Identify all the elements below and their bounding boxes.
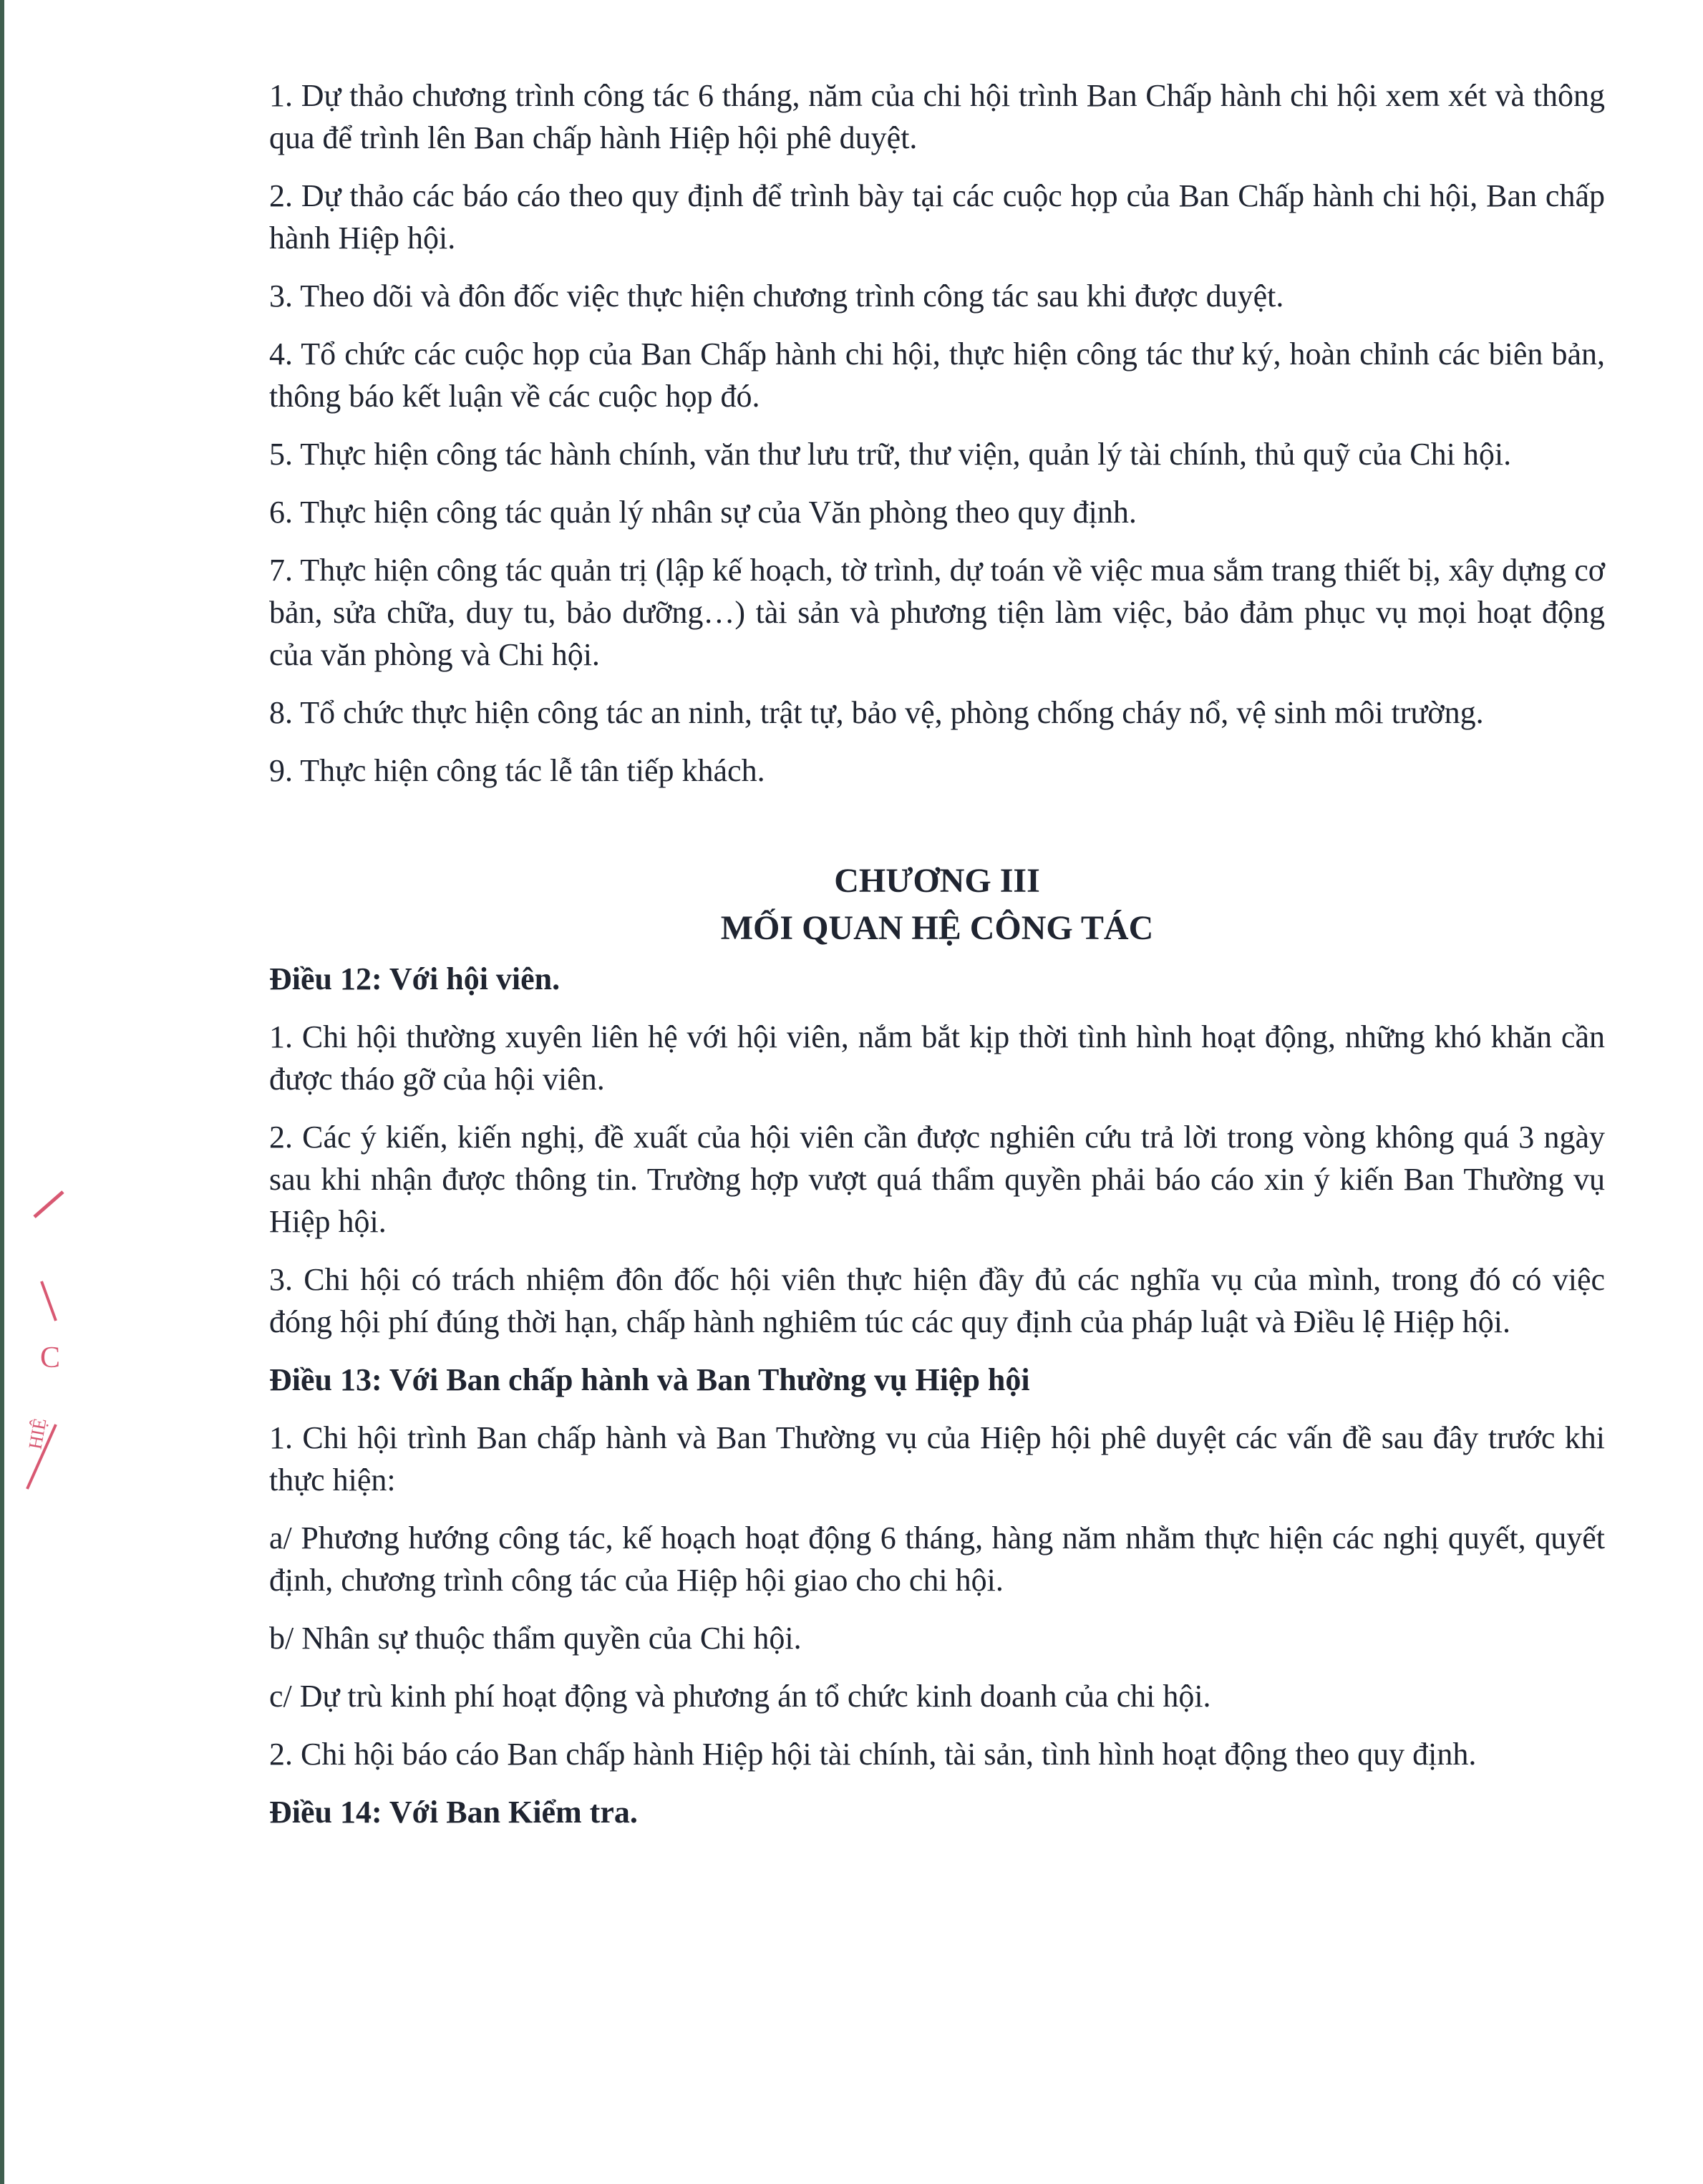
list-item: 1. Chi hội thường xuyên liên hệ với hội viên, nắm bắt kịp thời tình hình hoạt động, những khó khăn cần được tháo gỡ của hội viên. bbox=[269, 1019, 1605, 1097]
list-item: 1. Chi hội trình Ban chấp hành và Ban Thường vụ của Hiệp hội phê duyệt các vấn đề sau đây trước khi thực hiện: bbox=[269, 1420, 1605, 1498]
chapter-title: MỐI QUAN HỆ CÔNG TÁC bbox=[720, 909, 1154, 947]
list-item: 3. Chi hội có trách nhiệm đôn đốc hội viên thực hiện đầy đủ các nghĩa vụ của mình, trong đó có việc đóng hội phí đúng thời hạn, chấp hành nghiêm túc các quy định của pháp luật và Điều lệ Hiệp hội. bbox=[269, 1262, 1605, 1339]
document-page bbox=[269, 74, 1605, 1849]
list-item: c/ Dự trù kinh phí hoạt động và phương án tổ chức kinh doanh của chi hội. bbox=[269, 1679, 1211, 1714]
list-item: 3. Theo dõi và đôn đốc việc thực hiện chương trình công tác sau khi được duyệt. bbox=[269, 278, 1284, 314]
list-item: 2. Các ý kiến, kiến nghị, đề xuất của hội viên cần được nghiên cứu trả lời trong vòng không quá 3 ngày sau khi nhận được thông tin. Trường hợp vượt quá thẩm quyền phải báo cáo xin ý kiến Ban Thường vụ Hiệp hội. bbox=[269, 1120, 1605, 1239]
article-heading: Điều 13: Với Ban chấp hành và Ban Thường vụ Hiệp hội bbox=[269, 1362, 1030, 1397]
article-heading: Điều 14: Với Ban Kiểm tra. bbox=[269, 1795, 638, 1830]
list-item: a/ Phương hướng công tác, kế hoạch hoạt động 6 tháng, hàng năm nhằm thực hiện các nghị quyết, quyết định, chương trình công tác của Hiệp hội giao cho chi hội. bbox=[269, 1520, 1605, 1598]
list-item: 4. Tổ chức các cuộc họp của Ban Chấp hành chi hội, thực hiện công tác thư ký, hoàn chỉnh các biên bản, thông báo kết luận về các cuộc họp đó. bbox=[269, 336, 1605, 414]
list-item: 7. Thực hiện công tác quản trị (lập kế hoạch, tờ trình, dự toán về việc mua sắm trang thiết bị, xây dựng cơ bản, sửa chữa, duy tu, bảo dưỡng…) tài sản và phương tiện làm việc, bảo đảm phục vụ mọi hoạt động của văn phòng và Chi hội. bbox=[269, 553, 1605, 672]
article-12 bbox=[269, 958, 1605, 1343]
article-14 bbox=[269, 1791, 1605, 1833]
list-item: 5. Thực hiện công tác hành chính, văn thư lưu trữ, thư viện, quản lý tài chính, thủ quỹ của Chi hội. bbox=[269, 437, 1512, 472]
chapter-number: CHƯƠNG III bbox=[834, 862, 1040, 900]
scan-left-edge bbox=[0, 0, 4, 2184]
red-stamp-fragment bbox=[13, 1188, 99, 1496]
list-item: 6. Thực hiện công tác quản lý nhân sự của Văn phòng theo quy định. bbox=[269, 495, 1137, 530]
article-heading: Điều 12: Với hội viên. bbox=[269, 961, 561, 996]
stamp-partial-text: HIỆ bbox=[24, 1417, 51, 1451]
list-item: b/ Nhân sự thuộc thẩm quyền của Chi hội. bbox=[269, 1621, 802, 1656]
list-item: 2. Dự thảo các báo cáo theo quy định để trình bày tại các cuộc họp của Ban Chấp hành chi hội, Ban chấp hành Hiệp hội. bbox=[269, 178, 1605, 256]
list-item: 2. Chi hội báo cáo Ban chấp hành Hiệp hội tài chính, tài sản, tình hình hoạt động theo quy định. bbox=[269, 1737, 1477, 1772]
section-office-duties bbox=[269, 74, 1605, 792]
stamp-letter-c: C bbox=[40, 1341, 61, 1374]
list-item: 8. Tổ chức thực hiện công tác an ninh, trật tự, bảo vệ, phòng chống cháy nổ, vệ sinh môi trường. bbox=[269, 695, 1484, 730]
article-13 bbox=[269, 1359, 1605, 1775]
list-item: 1. Dự thảo chương trình công tác 6 tháng, năm của chi hội trình Ban Chấp hành chi hội xem xét và thông qua để trình lên Ban chấp hành Hiệp hội phê duyệt. bbox=[269, 78, 1605, 155]
list-item: 9. Thực hiện công tác lễ tân tiếp khách. bbox=[269, 753, 765, 788]
